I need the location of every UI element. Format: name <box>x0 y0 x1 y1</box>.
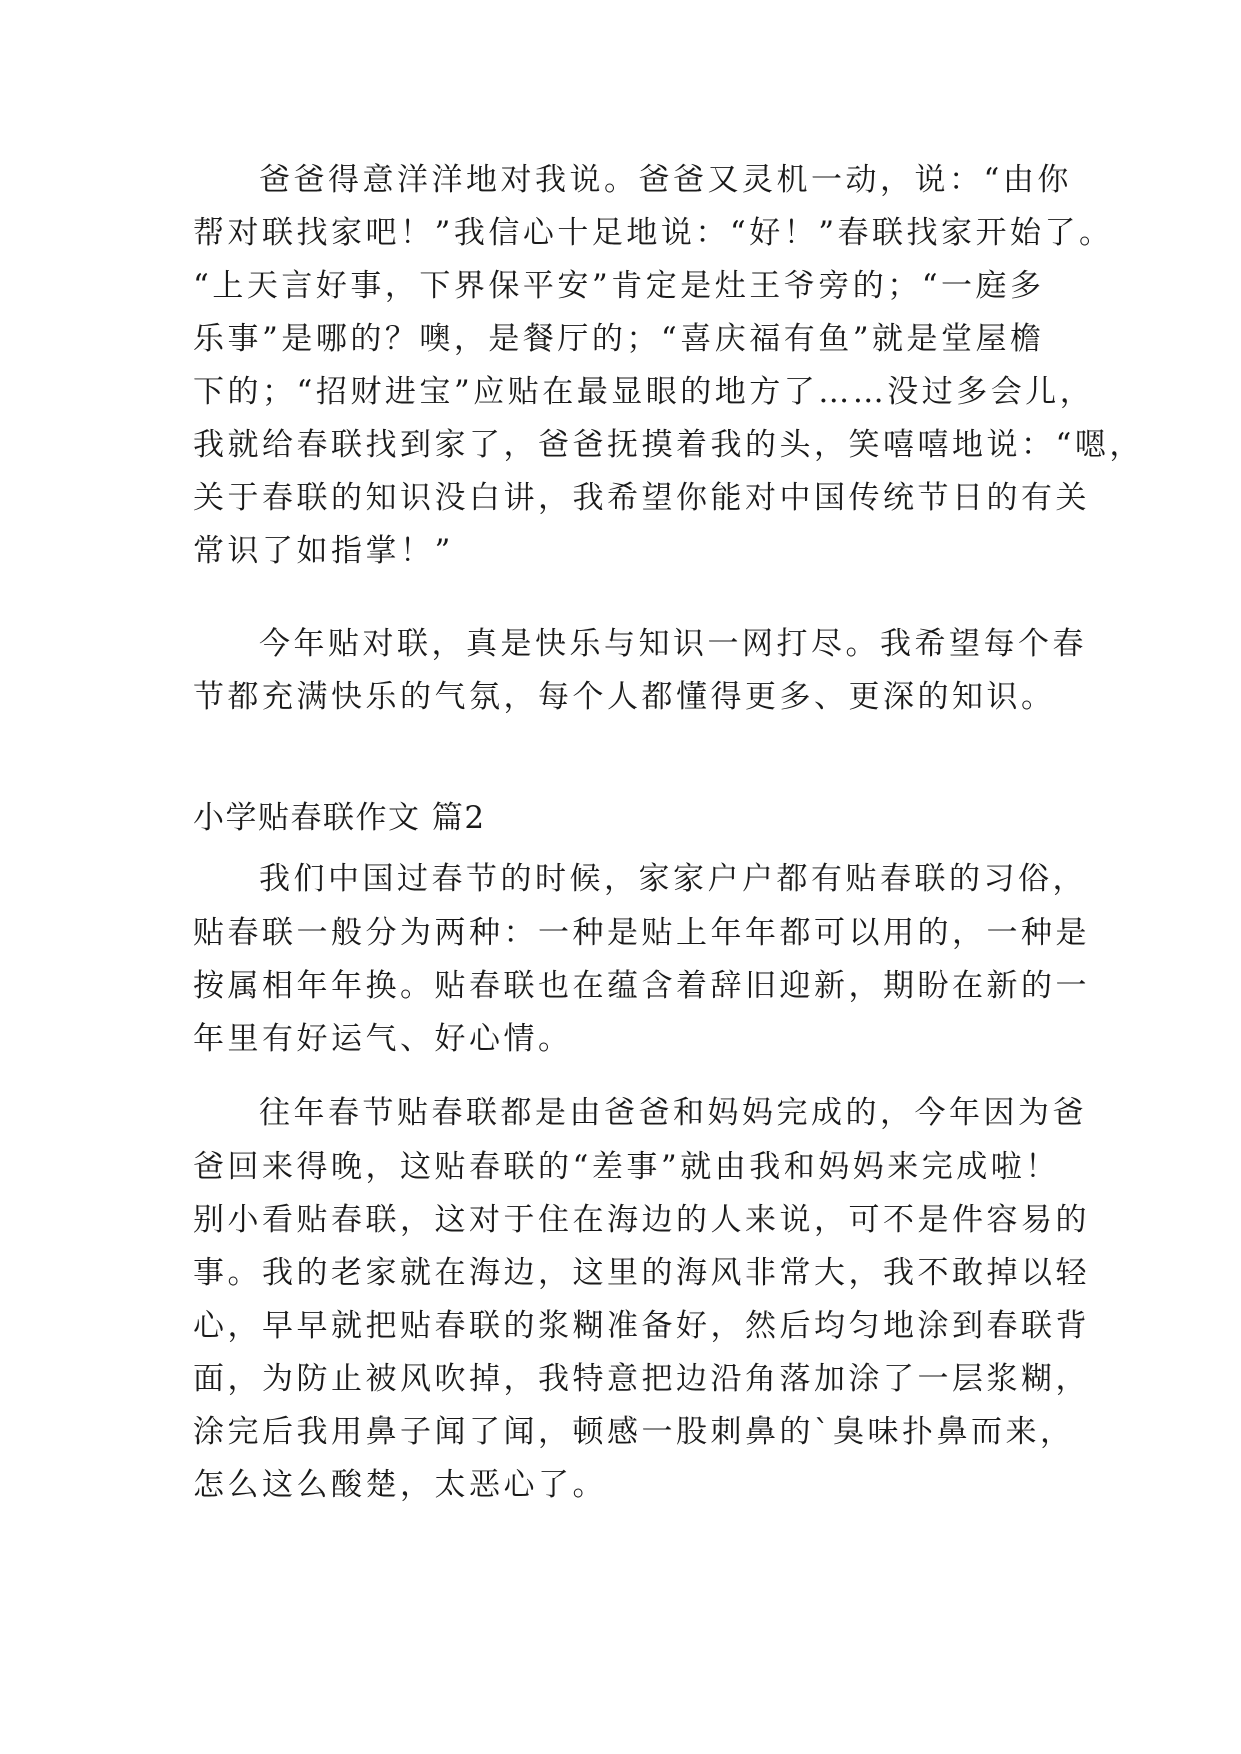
paragraph-line: 贴春联一般分为两种：一种是贴上年年都可以用的，一种是 <box>193 915 1090 951</box>
paragraph-line: 乐事”是哪的？噢，是餐厅的；“喜庆福有鱼”就是堂屋檐 <box>193 321 1045 357</box>
paragraph-line: 怎么这么酸楚，太恶心了。 <box>193 1467 607 1503</box>
paragraph-line: 爸爸得意洋洋地对我说。爸爸又灵机一动，说：“由你 <box>259 162 1072 198</box>
paragraph-line: 涂完后我用鼻子闻了闻，顿感一股刺鼻的`臭味扑鼻而来， <box>193 1414 1075 1450</box>
paragraph-line: 按属相年年换。贴春联也在蕴含着辞旧迎新，期盼在新的一 <box>193 968 1090 1004</box>
section-heading: 小学贴春联作文 篇2 <box>193 800 486 836</box>
paragraph-line: 心，早早就把贴春联的浆糊准备好，然后均匀地涂到春联背 <box>193 1308 1090 1344</box>
paragraph-line: 下的；“招财进宝”应贴在最显眼的地方了……没过多会儿， <box>193 374 1095 410</box>
paragraph-line: 面，为防止被风吹掉，我特意把边沿角落加涂了一层浆糊， <box>193 1361 1090 1397</box>
paragraph-line: 年里有好运气、好心情。 <box>193 1021 573 1057</box>
paragraph-line: 事。我的老家就在海边，这里的海风非常大，我不敢掉以轻 <box>193 1255 1090 1291</box>
paragraph-line: 今年贴对联，真是快乐与知识一网打尽。我希望每个春 <box>259 626 1087 662</box>
paragraph-line: 关于春联的知识没白讲，我希望你能对中国传统节日的有关 <box>193 480 1090 516</box>
paragraph-line: 我就给春联找到家了，爸爸抚摸着我的头，笑嘻嘻地说：“嗯， <box>193 427 1144 463</box>
paragraph-line: 往年春节贴春联都是由爸爸和妈妈完成的，今年因为爸 <box>259 1095 1087 1131</box>
paragraph-line: “上天言好事，下界保平安”肯定是灶王爷旁的；“一庭多 <box>193 268 1045 304</box>
paragraph-line: 别小看贴春联，这对于住在海边的人来说，可不是件容易的 <box>193 1202 1090 1238</box>
paragraph-line: 帮对联找家吧！”我信心十足地说：“好！”春联找家开始了。 <box>193 215 1114 251</box>
paragraph-line: 常识了如指掌！” <box>193 533 454 569</box>
paragraph-line: 爸回来得晚，这贴春联的“差事”就由我和妈妈来完成啦！ <box>193 1149 1060 1185</box>
paragraph-line: 我们中国过春节的时候，家家户户都有贴春联的习俗， <box>259 861 1087 897</box>
paragraph-line: 节都充满快乐的气氛，每个人都懂得更多、更深的知识。 <box>193 679 1056 715</box>
